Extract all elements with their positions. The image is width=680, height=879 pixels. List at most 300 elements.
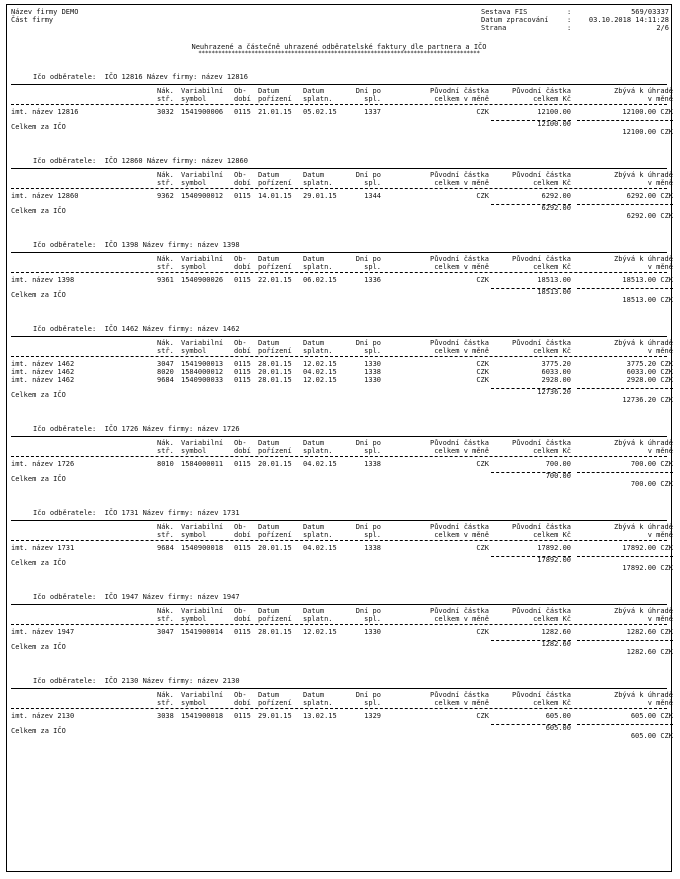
table-cell-odb: imt. název 1462: [11, 376, 75, 384]
column-header-dni: spl.: [364, 347, 381, 355]
column-header-zbyva: Zbývá k úhradě: [613, 691, 673, 699]
column-header-zbyva: v měně: [647, 95, 673, 103]
column-header-ob: dobí: [234, 347, 251, 355]
table-cell-vs: 1540900026: [181, 276, 224, 284]
table-cell-vs: 1540900018: [181, 544, 224, 552]
table-cell-ob: 0115: [234, 628, 251, 636]
table-cell-dspl: 12.02.15: [303, 628, 337, 636]
table-cell-dspl: 12.02.15: [303, 360, 337, 368]
total-label: Celkem za IČO: [11, 727, 66, 735]
table-cell-nak: 3047: [157, 360, 174, 368]
column-header-dpor: Datum: [258, 523, 280, 531]
column-header-dni: Dní po: [355, 523, 381, 531]
group-ico-prefix: Ičo odběratele:: [33, 73, 97, 81]
table-cell-ob: 0115: [234, 460, 251, 468]
column-header-zbyva: v měně: [647, 615, 673, 623]
total-kc: 6292.00: [541, 204, 571, 212]
column-header-dspl: splatn.: [303, 447, 333, 455]
column-header-dpor: Datum: [258, 339, 280, 347]
column-header-nak: Nák.: [157, 255, 174, 263]
table-cell-dni: 1337: [364, 108, 381, 116]
column-header-dni: Dní po: [355, 339, 381, 347]
column-header-dni: Dní po: [355, 607, 381, 615]
header-row-report: Sestava FIS : 569/03337: [481, 8, 669, 16]
group-ico-prefix: Ičo odběratele:: [33, 593, 97, 601]
table-cell-dpor: 14.01.15: [258, 192, 292, 200]
table-cell-cur: CZK: [476, 544, 489, 552]
column-header-dspl: splatn.: [303, 347, 333, 355]
column-header-ob: dobí: [234, 263, 251, 271]
column-header-pcm: celkem v měně: [434, 263, 489, 271]
table-cell-dpor: 20.01.15: [258, 368, 292, 376]
table-cell-cur: CZK: [476, 712, 489, 720]
table-cell-cur: CZK: [476, 276, 489, 284]
group-heading: [33, 677, 240, 685]
group-top-rule: [11, 84, 667, 85]
table-cell-dni: 1329: [364, 712, 381, 720]
group-top-rule: [11, 336, 667, 337]
group-name-prefix: Název firmy:: [142, 509, 194, 517]
header-row-date: Datum zpracování : 03.10.2018 14:11:28: [481, 16, 669, 24]
group-name: název 1731: [197, 509, 240, 517]
column-header-pck: Původní částka: [511, 607, 571, 615]
column-header-nak: Nák.: [157, 87, 174, 95]
subtotal-rule: [577, 472, 673, 473]
table-cell-kc: 700.00: [545, 460, 571, 468]
column-header-dni: spl.: [364, 95, 381, 103]
column-header-pcm: celkem v měně: [434, 95, 489, 103]
group-heading: [33, 157, 248, 165]
total-remaining: 700.00 CZK: [630, 480, 673, 488]
total-kc: 18513.00: [537, 288, 571, 296]
group-top-rule: [11, 436, 667, 437]
column-header-pck: Původní částka: [511, 439, 571, 447]
table-cell-dspl: 04.02.15: [303, 460, 337, 468]
column-header-dspl: Datum: [303, 171, 325, 179]
column-header-ob: Ob-: [234, 691, 247, 699]
column-header-nak: stř.: [157, 95, 174, 103]
column-header-dspl: Datum: [303, 691, 325, 699]
column-header-pcm: celkem v měně: [434, 615, 489, 623]
column-header-pcm: celkem v měně: [434, 179, 489, 187]
column-header-rule: [11, 356, 667, 357]
group-ico: IČO 1462: [104, 325, 139, 333]
column-header-pck: celkem Kč: [533, 447, 571, 455]
column-header-nak: stř.: [157, 347, 174, 355]
subtotal-rule: [577, 288, 673, 289]
table-cell-dni: 1336: [364, 276, 381, 284]
group-name-prefix: Název firmy:: [146, 157, 198, 165]
column-header-pcm: Původní částka: [429, 255, 489, 263]
column-header-dpor: Datum: [258, 255, 280, 263]
group-ico-prefix: Ičo odběratele:: [33, 509, 97, 517]
table-cell-ob: 0115: [234, 712, 251, 720]
table-cell-dni: 1338: [364, 544, 381, 552]
table-cell-ob: 0115: [234, 108, 251, 116]
total-kc: 700.00: [545, 472, 571, 480]
column-header-dni: Dní po: [355, 171, 381, 179]
table-cell-dpor: 29.01.15: [258, 712, 292, 720]
column-header-ob: dobí: [234, 531, 251, 539]
column-header-pck: celkem Kč: [533, 699, 571, 707]
column-header-nak: Nák.: [157, 691, 174, 699]
table-cell-kc: 2928.00: [541, 376, 571, 384]
group-top-rule: [11, 520, 667, 521]
group-ico: IČO 2130: [104, 677, 139, 685]
column-header-dni: spl.: [364, 447, 381, 455]
table-cell-odb: imt. název 12860: [11, 192, 79, 200]
table-cell-dspl: 13.02.15: [303, 712, 337, 720]
column-header-vs: symbol: [181, 347, 207, 355]
total-kc: 12100.00: [537, 120, 571, 128]
column-header-ob: Ob-: [234, 339, 247, 347]
group-heading: [33, 593, 240, 601]
table-cell-dni: 1330: [364, 376, 381, 384]
column-header-ob: Ob-: [234, 255, 247, 263]
column-header-dspl: splatn.: [303, 615, 333, 623]
total-remaining: 6292.00 CZK: [626, 212, 673, 220]
table-cell-dpor: 20.01.15: [258, 460, 292, 468]
column-header-nak: stř.: [157, 263, 174, 271]
table-cell-nak: 8010: [157, 460, 174, 468]
column-header-dspl: splatn.: [303, 531, 333, 539]
column-header-zbyva: Zbývá k úhradě: [613, 171, 673, 179]
table-cell-nak: 8020: [157, 368, 174, 376]
column-header-dni: spl.: [364, 263, 381, 271]
report-groups: [11, 70, 673, 758]
column-header-pcm: Původní částka: [429, 171, 489, 179]
table-cell-dpor: 21.01.15: [258, 108, 292, 116]
table-cell-zb: 3775.20 CZK: [626, 360, 673, 368]
table-cell-nak: 9362: [157, 192, 174, 200]
column-header-pck: Původní částka: [511, 87, 571, 95]
group-ico-prefix: Ičo odběratele:: [33, 425, 97, 433]
table-cell-dspl: 05.02.15: [303, 108, 337, 116]
column-header-ob: Ob-: [234, 439, 247, 447]
column-header-ob: Ob-: [234, 523, 247, 531]
group-heading: [33, 425, 240, 433]
header-value: 2/6: [656, 24, 669, 32]
group-name: název 1398: [197, 241, 240, 249]
column-header-pck: celkem Kč: [533, 615, 571, 623]
header-key: Sestava FIS: [481, 8, 528, 16]
column-header-dpor: pořízení: [258, 263, 292, 271]
column-header-nak: Nák.: [157, 339, 174, 347]
column-header-dni: spl.: [364, 615, 381, 623]
group-name: název 1462: [197, 325, 240, 333]
column-header-vs: symbol: [181, 699, 207, 707]
table-cell-dpor: 28.01.15: [258, 360, 292, 368]
column-header-rule: [11, 540, 667, 541]
column-header-pcm: celkem v měně: [434, 447, 489, 455]
report-header-right: [481, 8, 669, 32]
table-cell-odb: imt. název 1462: [11, 360, 75, 368]
table-cell-zb: 18513.00 CZK: [622, 276, 673, 284]
table-cell-nak: 9361: [157, 276, 174, 284]
table-cell-ob: 0115: [234, 192, 251, 200]
total-kc: 1282.60: [541, 640, 571, 648]
table-cell-zb: 605.00 CZK: [630, 712, 673, 720]
table-cell-cur: CZK: [476, 360, 489, 368]
table-cell-cur: CZK: [476, 108, 489, 116]
group-name-prefix: Název firmy:: [142, 241, 194, 249]
column-header-rule: [11, 624, 667, 625]
ico-group: [11, 154, 673, 238]
table-cell-odb: imt. název 1462: [11, 368, 75, 376]
column-header-zbyva: v měně: [647, 447, 673, 455]
table-cell-odb: imt. název 1731: [11, 544, 75, 552]
table-cell-vs: 1541900006: [181, 108, 224, 116]
group-top-rule: [11, 168, 667, 169]
total-label: Celkem za IČO: [11, 559, 66, 567]
report-header-left: [11, 8, 78, 24]
table-cell-zb: 12100.00 CZK: [622, 108, 673, 116]
column-header-ob: dobí: [234, 699, 251, 707]
column-header-dni: Dní po: [355, 439, 381, 447]
group-top-rule: [11, 604, 667, 605]
column-header-dni: spl.: [364, 531, 381, 539]
table-cell-kc: 6033.00: [541, 368, 571, 376]
group-name-prefix: Název firmy:: [142, 325, 194, 333]
column-header-dni: spl.: [364, 179, 381, 187]
subtotal-rule: [577, 204, 673, 205]
column-header-zbyva: Zbývá k úhradě: [613, 523, 673, 531]
column-header-dpor: pořízení: [258, 447, 292, 455]
column-header-dspl: Datum: [303, 255, 325, 263]
column-header-nak: Nák.: [157, 171, 174, 179]
table-cell-dni: 1330: [364, 628, 381, 636]
column-header-vs: Variabilní: [181, 171, 224, 179]
table-cell-nak: 9684: [157, 376, 174, 384]
header-key: Datum zpracování: [481, 16, 549, 24]
column-header-dni: spl.: [364, 699, 381, 707]
column-header-pcm: Původní částka: [429, 691, 489, 699]
column-header-vs: Variabilní: [181, 691, 224, 699]
table-cell-dni: 1344: [364, 192, 381, 200]
column-header-zbyva: Zbývá k úhradě: [613, 607, 673, 615]
group-heading: [33, 325, 240, 333]
column-header-nak: Nák.: [157, 439, 174, 447]
table-cell-vs: 1541900018: [181, 712, 224, 720]
group-name-prefix: Název firmy:: [142, 593, 194, 601]
subtotal-rule: [577, 120, 673, 121]
ico-group: [11, 322, 673, 422]
table-cell-cur: CZK: [476, 192, 489, 200]
header-value: 569/03337: [631, 8, 669, 16]
column-header-dspl: splatn.: [303, 95, 333, 103]
total-remaining: 1282.60 CZK: [626, 648, 673, 656]
group-name: název 1726: [197, 425, 240, 433]
column-header-nak: stř.: [157, 699, 174, 707]
column-header-dni: Dní po: [355, 87, 381, 95]
column-header-ob: dobí: [234, 615, 251, 623]
group-name-prefix: Název firmy:: [142, 425, 194, 433]
column-header-ob: dobí: [234, 179, 251, 187]
total-kc: 17892.00: [537, 556, 571, 564]
column-header-pck: Původní částka: [511, 255, 571, 263]
ico-group: [11, 238, 673, 322]
group-ico: IČO 1398: [104, 241, 139, 249]
table-cell-vs: 1540900012: [181, 192, 224, 200]
column-header-zbyva: Zbývá k úhradě: [613, 255, 673, 263]
group-heading: [33, 509, 240, 517]
column-header-dspl: Datum: [303, 439, 325, 447]
total-remaining: 605.00 CZK: [630, 732, 673, 740]
column-header-vs: Variabilní: [181, 87, 224, 95]
group-top-rule: [11, 688, 667, 689]
column-header-zbyva: v měně: [647, 263, 673, 271]
table-cell-dspl: 06.02.15: [303, 276, 337, 284]
column-header-nak: Nák.: [157, 607, 174, 615]
table-cell-zb: 17892.00 CZK: [622, 544, 673, 552]
header-key: Strana: [481, 24, 507, 32]
column-header-zbyva: v měně: [647, 179, 673, 187]
table-cell-dni: 1338: [364, 368, 381, 376]
table-cell-ob: 0115: [234, 368, 251, 376]
table-cell-cur: CZK: [476, 368, 489, 376]
column-header-dpor: pořízení: [258, 699, 292, 707]
column-header-ob: Ob-: [234, 171, 247, 179]
column-header-pcm: celkem v měně: [434, 347, 489, 355]
group-heading: [33, 241, 240, 249]
group-ico: IČO 1731: [104, 509, 139, 517]
table-cell-dspl: 04.02.15: [303, 544, 337, 552]
table-cell-nak: 3047: [157, 628, 174, 636]
column-header-dpor: pořízení: [258, 179, 292, 187]
table-cell-ob: 0115: [234, 276, 251, 284]
column-header-vs: symbol: [181, 95, 207, 103]
column-header-dpor: Datum: [258, 171, 280, 179]
table-cell-kc: 17892.00: [537, 544, 571, 552]
column-header-ob: dobí: [234, 95, 251, 103]
column-header-dpor: pořízení: [258, 531, 292, 539]
group-name-prefix: Název firmy:: [142, 677, 194, 685]
table-cell-kc: 1282.60: [541, 628, 571, 636]
table-cell-nak: 9684: [157, 544, 174, 552]
column-header-rule: [11, 104, 667, 105]
report-title: Neuhrazené a částečně uhrazené odběratelské faktury dle partnera a IČO: [191, 43, 487, 51]
column-header-rule: [11, 188, 667, 189]
column-header-dpor: Datum: [258, 691, 280, 699]
report-title-underline: *************************************************************************************: [198, 50, 480, 57]
column-header-pck: Původní částka: [511, 339, 571, 347]
group-ico: IČO 1726: [104, 425, 139, 433]
total-remaining: 12100.00 CZK: [622, 128, 673, 136]
column-header-nak: stř.: [157, 531, 174, 539]
column-header-ob: Ob-: [234, 607, 247, 615]
table-cell-vs: 1584000012: [181, 368, 224, 376]
column-header-nak: Nák.: [157, 523, 174, 531]
column-header-pck: celkem Kč: [533, 179, 571, 187]
column-header-vs: symbol: [181, 447, 207, 455]
group-top-rule: [11, 252, 667, 253]
subtotal-rule: [577, 556, 673, 557]
column-header-vs: Variabilní: [181, 607, 224, 615]
ico-group: [11, 506, 673, 590]
column-header-dni: Dní po: [355, 255, 381, 263]
column-header-dpor: pořízení: [258, 347, 292, 355]
total-remaining: 18513.00 CZK: [622, 296, 673, 304]
column-header-dspl: splatn.: [303, 179, 333, 187]
column-header-pck: celkem Kč: [533, 347, 571, 355]
table-cell-odb: imt. název 1726: [11, 460, 75, 468]
group-name: název 2130: [197, 677, 240, 685]
table-cell-ob: 0115: [234, 544, 251, 552]
header-value: 03.10.2018 14:11:28: [588, 16, 669, 24]
total-remaining: 17892.00 CZK: [622, 564, 673, 572]
column-header-dspl: Datum: [303, 607, 325, 615]
subtotal-rule: [577, 724, 673, 725]
column-header-dpor: Datum: [258, 607, 280, 615]
column-header-dspl: Datum: [303, 87, 325, 95]
column-header-dspl: Datum: [303, 523, 325, 531]
column-header-nak: stř.: [157, 179, 174, 187]
table-cell-cur: CZK: [476, 628, 489, 636]
company-part: Část firmy: [11, 16, 54, 24]
column-header-pcm: Původní částka: [429, 607, 489, 615]
table-cell-dspl: 04.02.15: [303, 368, 337, 376]
column-header-zbyva: Zbývá k úhradě: [613, 439, 673, 447]
table-cell-kc: 605.00: [545, 712, 571, 720]
table-cell-kc: 6292.00: [541, 192, 571, 200]
column-header-rule: [11, 272, 667, 273]
total-label: Celkem za IČO: [11, 475, 66, 483]
total-label: Celkem za IČO: [11, 291, 66, 299]
group-ico: IČO 12816: [104, 73, 143, 81]
group-ico: IČO 12860: [104, 157, 143, 165]
column-header-pck: Původní částka: [511, 691, 571, 699]
ico-group: [11, 422, 673, 506]
group-ico: IČO 1947: [104, 593, 139, 601]
column-header-pck: celkem Kč: [533, 263, 571, 271]
column-header-vs: Variabilní: [181, 255, 224, 263]
column-header-ob: dobí: [234, 447, 251, 455]
table-cell-dpor: 28.01.15: [258, 376, 292, 384]
column-header-dni: Dní po: [355, 691, 381, 699]
group-ico-prefix: Ičo odběratele:: [33, 677, 97, 685]
column-header-pcm: celkem v měně: [434, 531, 489, 539]
column-header-dspl: Datum: [303, 339, 325, 347]
table-cell-vs: 1540900033: [181, 376, 224, 384]
column-header-zbyva: Zbývá k úhradě: [613, 339, 673, 347]
subtotal-rule: [577, 640, 673, 641]
column-header-pck: celkem Kč: [533, 95, 571, 103]
table-cell-dni: 1330: [364, 360, 381, 368]
column-header-rule: [11, 456, 667, 457]
total-label: Celkem za IČO: [11, 207, 66, 215]
ico-group: [11, 590, 673, 674]
total-label: Celkem za IČO: [11, 391, 66, 399]
table-cell-zb: 2928.00 CZK: [626, 376, 673, 384]
header-row-page: Strana : 2/6: [481, 24, 669, 32]
column-header-pcm: Původní částka: [429, 523, 489, 531]
column-header-vs: Variabilní: [181, 439, 224, 447]
group-name: název 12816: [201, 73, 248, 81]
column-header-dspl: splatn.: [303, 699, 333, 707]
table-cell-zb: 1282.60 CZK: [626, 628, 673, 636]
column-header-dpor: pořízení: [258, 95, 292, 103]
report-page: [6, 4, 672, 872]
table-cell-dpor: 20.01.15: [258, 544, 292, 552]
table-cell-dpor: 28.01.15: [258, 628, 292, 636]
column-header-zbyva: v měně: [647, 531, 673, 539]
group-name: název 1947: [197, 593, 240, 601]
column-header-dpor: Datum: [258, 439, 280, 447]
column-header-zbyva: Zbývá k úhradě: [613, 87, 673, 95]
column-header-vs: symbol: [181, 179, 207, 187]
subtotal-rule: [577, 388, 673, 389]
column-header-dspl: splatn.: [303, 263, 333, 271]
